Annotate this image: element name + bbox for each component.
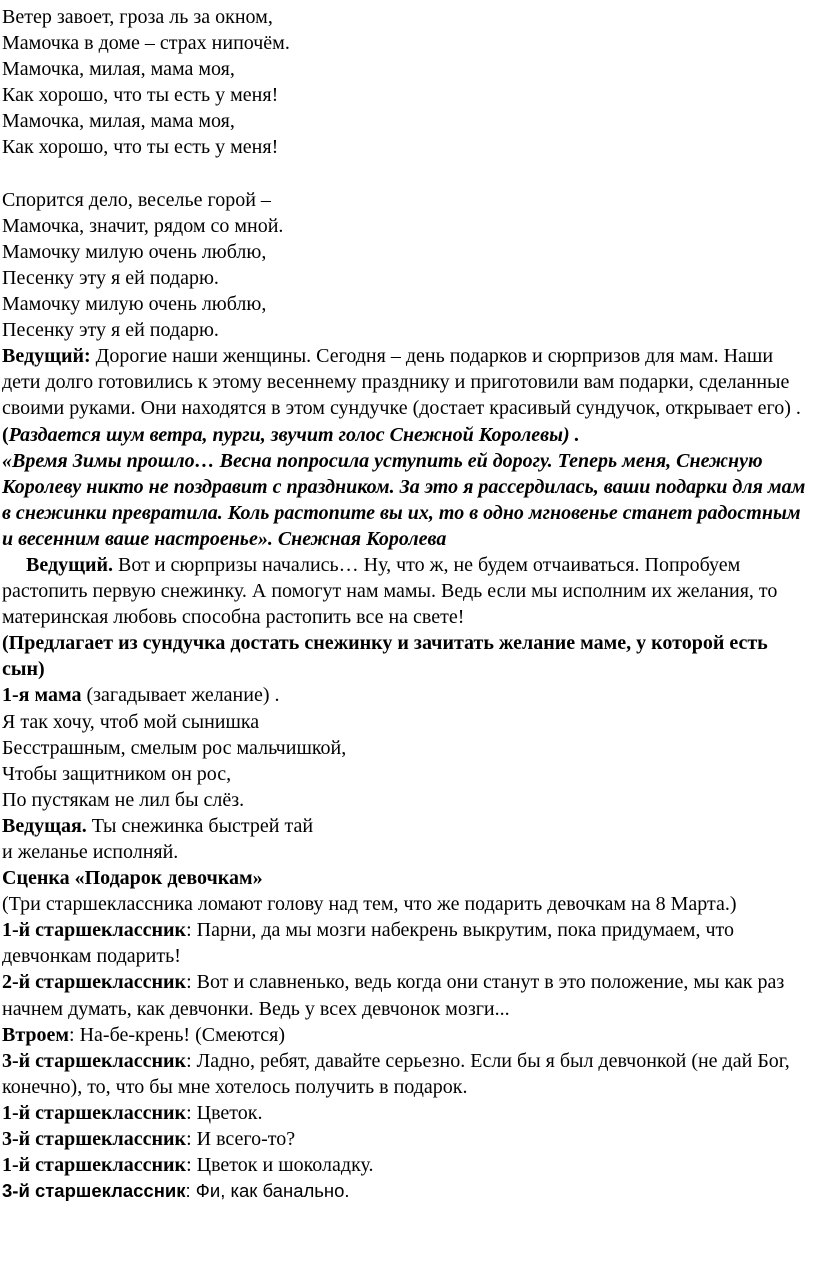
verse-line: Мамочка, милая, мама моя, — [2, 110, 235, 133]
speaker-label: 2-й старшеклассник — [2, 971, 187, 994]
speaker-label: 1-я мама — [2, 684, 82, 707]
poem-line: Бесстрашным, смелым рос мальчишкой, — [2, 736, 347, 759]
dialogue-text: : Ладно, ребят, давайте серьезно. Если бы я был девчонкой (не дай Бог, конечно), то, что бы мне хотелось получить в подарок. — [2, 1049, 790, 1098]
host-paragraph-2 — [0, 552, 816, 630]
mom-1-poem — [0, 709, 816, 813]
snow-queen-speech: «Время Зимы прошло… Весна попросила уступить ей дорогу. Теперь меня, Снежную Королеву никто не поздравит с праздником. За это я рассердилась, ваши подарки для мам в снежинки превратила. Коль растопите вы их, то в одно мгновенье станет радостным и весенним ваше настроенье». Снежная Королева — [2, 449, 806, 550]
speaker-label: 1-й старшеклассник — [2, 1154, 187, 1177]
host-text: Дорогие наши женщины. Сегодня – день подарков и сюрпризов для мам. Наши дети долго готовились к этому весеннему празднику и приготовили вам подарки, сделанные своими руками. Они находятся в этом сундучке (достает красивый сундучок, открывает его) . — [2, 345, 801, 420]
dialogue-line — [0, 1152, 816, 1178]
dialogue-line — [0, 969, 816, 1021]
dialogue — [0, 917, 816, 1204]
stage-direction-snowflake: (Предлагает из сундучка достать снежинку и зачитать желание маме, у которой есть сын) — [2, 632, 768, 681]
verse-line: Как хорошо, что ты есть у меня! — [2, 136, 279, 159]
mom-note: (загадывает желание) . — [81, 684, 280, 707]
dialogue-text: : На-бе-крень! (Смеются) — [69, 1023, 286, 1046]
poem-line: Чтобы защитником он рос, — [2, 762, 232, 785]
dialogue-text: : Фи, как банально. — [185, 1180, 350, 1202]
dialogue-line — [0, 1126, 816, 1152]
mom-1-heading — [0, 682, 816, 708]
verse-line: Песенку эту я ей подарю. — [2, 266, 219, 289]
dialogue-line-last — [0, 1178, 816, 1204]
stage-direction-wind — [0, 422, 816, 448]
dialogue-line — [0, 1022, 816, 1048]
verse-line: Мамочку милую очень люблю, — [2, 240, 267, 263]
host-line: Ты снежинка быстрей тай — [86, 814, 314, 837]
song-verse-2 — [0, 187, 816, 344]
scene-intro: (Три старшеклассника ломают голову над тем, что же подарить девочкам на 8 Марта.) — [2, 893, 737, 916]
verse-line: Ветер завоет, гроза ль за окном, — [2, 6, 273, 28]
verse-line: Спорится дело, веселье горой – — [2, 188, 271, 211]
verse-line: Как хорошо, что ты есть у меня! — [2, 84, 279, 107]
scene-title: Сценка «Подарок девочкам» — [2, 867, 263, 890]
poem-line: Я так хочу, чтоб мой сынишка — [2, 710, 260, 733]
host-line: и желанье исполняй. — [2, 841, 179, 863]
verse-line: Мамочку милую очень люблю, — [2, 293, 267, 316]
dialogue-line — [0, 1100, 816, 1126]
dialogue-text: : Цветок и шоколадку. — [186, 1154, 374, 1177]
dialogue-text: : Цветок. — [186, 1101, 263, 1124]
dialogue-text: : И всего-то? — [186, 1128, 296, 1151]
paren-open: ( — [2, 423, 9, 446]
verse-line: Мамочка, значит, рядом со мной. — [2, 214, 284, 237]
speaker-label: 3-й старшеклассник — [2, 1180, 186, 1202]
stage-direction-text: Раздается шум ветра, пурги, звучит голос Снежной Королевы) . — [8, 423, 580, 446]
speaker-label: 1-й старшеклассник — [2, 919, 187, 942]
verse-line: Мамочка, милая, мама моя, — [2, 58, 235, 81]
dialogue-line — [0, 917, 816, 969]
dialogue-text: : Вот и славненько, ведь когда они станут в это положение, мы как раз начнем думать, как девчонки. Ведь у всех девчонок мозги... — [2, 971, 785, 1020]
speaker-label: Ведущая. — [2, 814, 87, 837]
host-text: Вот и сюрпризы начались… Ну, что ж, не будем отчаиваться. Попробуем растопить первую снежинку. А помогут нам мамы. Ведь если мы исполним их желания, то материнская любовь способна растопить все на свете! — [2, 553, 778, 629]
speaker-label: Ведущий: — [2, 345, 91, 368]
dialogue-text: : Парни, да мы мозги набекрень выкрутим, пока придумаем, что девчонкам подарить! — [2, 919, 734, 968]
verse-line: Мамочка в доме – страх нипочём. — [2, 32, 290, 55]
song-verse-1 — [0, 4, 816, 161]
verse-line: Песенку эту я ей подарю. — [2, 319, 219, 342]
speaker-label: Втроем — [2, 1023, 70, 1046]
host-paragraph-3 — [0, 813, 816, 839]
host-paragraph-1 — [0, 343, 816, 421]
speaker-label: 3-й старшеклассник — [2, 1049, 187, 1072]
speaker-label: Ведущий. — [26, 553, 114, 576]
dialogue-line — [0, 1048, 816, 1100]
speaker-label: 3-й старшеклассник — [2, 1128, 187, 1151]
poem-line: По пустякам не лил бы слёз. — [2, 788, 245, 811]
speaker-label: 1-й старшеклассник — [2, 1101, 187, 1124]
blank-line — [0, 161, 816, 187]
